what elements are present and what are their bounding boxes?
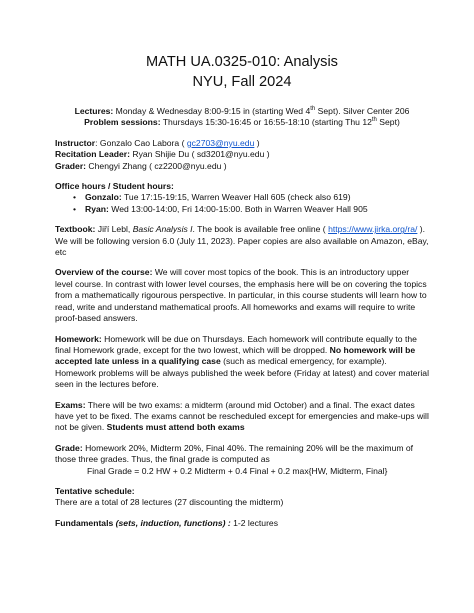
exams-attendance: Students must attend both exams (106, 422, 245, 433)
lectures-line (55, 106, 429, 117)
fundamentals-label: Fundamentals (55, 517, 114, 528)
recitation-text: Ryan Shijie Du ( sd3201@nyu.edu ) (129, 149, 270, 160)
overview-paragraph (55, 267, 429, 324)
office-hours-text: Tue 17:15-19:15, Warren Weaver Hall 605 (check also 619) (121, 192, 351, 203)
instructor-label: Instructor (55, 137, 96, 148)
course-title-line1: MATH UA.0325-010: Analysis (146, 54, 338, 70)
recitation-label: Recitation Leader: (55, 149, 130, 160)
tentative-text: There are a total of 28 lectures (27 discounting the midterm) (55, 497, 284, 508)
textbook-text1: Jiří Lebl, (95, 224, 133, 235)
grader-text: Chengyi Zhang ( cz2200@nyu.edu ) (86, 160, 227, 171)
textbook-url-link[interactable]: https://www.jirka.org/ra/ (328, 224, 418, 235)
textbook-text3: ). We will be following version 6.0 (July 11, 2023). Paper copies are also available on Amazon, eBay, etc (55, 224, 429, 258)
exams-text: There will be two exams: a midterm (around mid October) and a final. The exact dates have yet to be fixed. The exams cannot be rescheduled except for emergencies and make-ups will not be given. (55, 399, 429, 433)
grade-formula: Final Grade = 0.2 HW + 0.2 Midterm + 0.4 Final + 0.2 max{HW, Midterm, Final} (87, 465, 388, 476)
lectures-sup: th (310, 106, 316, 113)
instructor-email-link[interactable]: gc2703@nyu.edu (186, 137, 255, 148)
problem-sessions-line (55, 117, 429, 128)
problem-sessions-label: Problem sessions: (84, 117, 161, 128)
textbook-label: Textbook: (55, 224, 96, 235)
tentative-heading: Tentative schedule: (55, 485, 135, 496)
exams-paragraph (55, 400, 429, 434)
grader-line (55, 161, 429, 172)
homework-paragraph (55, 334, 429, 391)
exams-label: Exams: (55, 399, 86, 410)
recitation-line (55, 149, 429, 160)
overview-text: We will cover most topics of the book. This is an introductory upper level course. In contrast with lower level courses, the emphasis here will be on covering the topics from a mathematically rigourous perspective. In particular, in this course students will learn how to read, write and understand mathematical proofs. All homeworks and exams will require to write proof-based answers. (55, 267, 427, 324)
lectures-label: Lectures: (74, 106, 114, 116)
problem-sessions-text: Thursdays 15:30-16:45 or 16:55-18:10 (starting Thu 12 (160, 117, 372, 128)
overview-label: Overview of the course: (55, 267, 153, 278)
grade-paragraph (55, 443, 429, 466)
problem-sessions-sup: th (371, 117, 377, 124)
office-hours-text: Wed 13:00-14:00, Fri 14:00-15:00. Both in Warren Weaver Hall 905 (108, 203, 368, 214)
instructor-line (55, 138, 429, 149)
homework-late-policy: No homework will be accepted late unless in a qualifying case (55, 344, 416, 367)
fundamentals-text: 1-2 lectures (230, 517, 279, 528)
problem-sessions-tail: Sept) (376, 117, 400, 128)
textbook-text2: . The book is available free online ( (192, 224, 329, 235)
homework-text1: Homework will be due on Thursdays. Each homework will contribute equally to the final Homework grade, except for the two lowest, which will be dropped. (55, 333, 417, 355)
course-title-line2: NYU, Fall 2024 (192, 74, 292, 90)
grade-text: Homework 20%, Midterm 20%, Final 40%. The remaining 20% will be the maximum of those three grades. Thus, the final grade is computed as (55, 442, 414, 465)
fundamentals-topics: (sets, induction, functions) : (113, 517, 231, 528)
homework-text2: (such as medical emergency, for example). Homework problems will be always published the week before (Friday at latest) and cover material seen in the lectures before. (55, 356, 429, 390)
office-hours-item-ryan (85, 204, 429, 215)
office-hours-heading: Office hours / Student hours: (55, 181, 174, 192)
grade-label: Grade: (55, 442, 83, 453)
course-title (55, 52, 429, 92)
lectures-text: Monday & Wednesday 8:00-9:15 in (starting Wed 4 (113, 106, 311, 116)
office-hours-name: Ryan: (85, 203, 109, 214)
textbook-paragraph (55, 224, 429, 258)
office-hours-list (55, 192, 429, 215)
grader-label: Grader: (55, 160, 87, 171)
instructor-tail: ) (254, 137, 260, 148)
lectures-tail: Sept). Silver Center 206 (315, 106, 410, 116)
textbook-title: Basic Analysis I (132, 224, 193, 235)
fundamentals-line (55, 518, 429, 529)
office-hours-item-gonzalo (85, 192, 429, 203)
office-hours-name: Gonzalo: (85, 192, 122, 203)
homework-label: Homework: (55, 333, 102, 344)
instructor-text: : Gonzalo Cao Labora ( (95, 137, 187, 148)
